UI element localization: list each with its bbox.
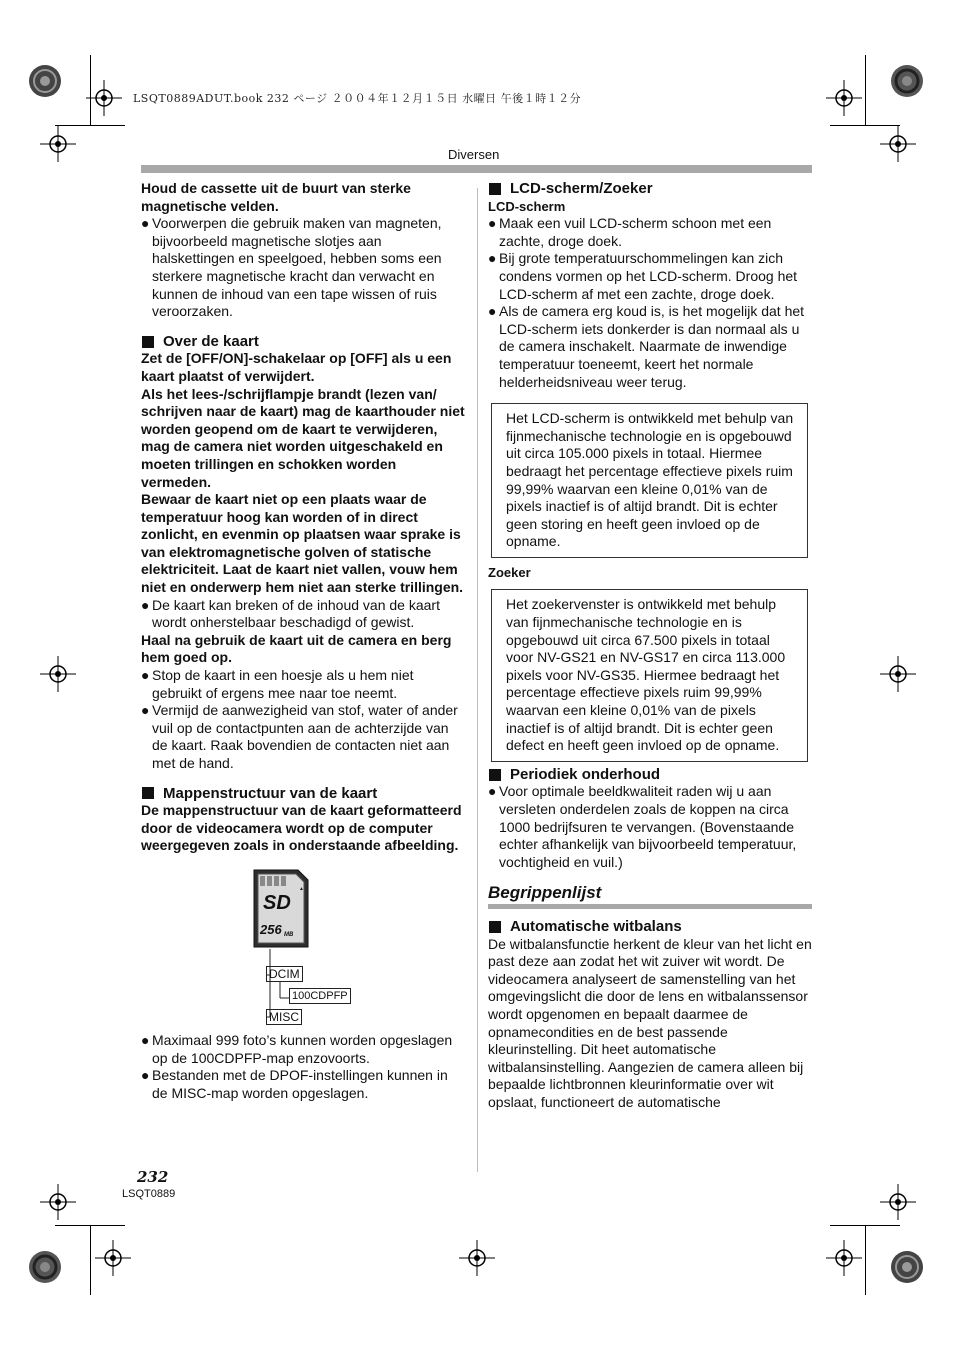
chapter-title: Begrippenlijst xyxy=(488,883,602,903)
square-bullet-icon xyxy=(489,769,501,781)
section-heading: Over de kaart xyxy=(141,333,466,351)
glossary-header xyxy=(488,884,812,909)
folder-bold-text: De mappenstructuur van de kaart geformatteerd door de videocamera wordt op de computer weergegeven zoals in onderstaande afbeelding. xyxy=(141,802,462,854)
right-column xyxy=(488,180,812,1112)
section-heading: Periodiek onderhoud xyxy=(488,766,812,784)
section-heading: Automatische witbalans xyxy=(488,918,812,936)
registration-mark-icon xyxy=(95,1240,131,1276)
sd-capacity: 256 xyxy=(260,921,282,937)
registration-mark-icon xyxy=(826,1240,862,1276)
registration-mark-icon xyxy=(880,126,916,162)
registration-mark-icon xyxy=(40,126,76,162)
registration-mark-icon xyxy=(40,656,76,692)
section-label: Diversen xyxy=(448,147,500,162)
color-target-icon xyxy=(28,64,62,98)
sd-capacity-unit: MB xyxy=(284,931,294,938)
folder-dcim: DCIM xyxy=(266,966,303,982)
list-item: ● Vermijd de aanwezigheid van stof, water of ander vuil op de contactpunten aan de achterzijde van de kaart. Raak bovendien de contacten niet aan met de hand. xyxy=(141,702,458,771)
list-item: ● Maak een vuil LCD-scherm schoon met een zachte, droge doek. xyxy=(488,215,772,249)
registration-mark-icon xyxy=(826,80,862,116)
color-target-icon xyxy=(890,64,924,98)
list-item: ● Als de camera erg koud is, is het mogelijk dat het LCD-scherm iets donkerder is dan normaal als u de camera inschakelt. Naarmate de inwendige temperatuur toeneemt, keert het normale helderheidsniveau weer terug. xyxy=(488,303,805,390)
note-box xyxy=(491,403,808,558)
section-heading: LCD-scherm/Zoeker xyxy=(488,180,812,198)
folder-misc: MISC xyxy=(266,1009,302,1025)
square-bullet-icon xyxy=(142,336,154,348)
model-code: LSQT0889 xyxy=(122,1188,176,1200)
folder-tree-lines xyxy=(141,867,466,1032)
list-item: ● Maximaal 999 foto’s kunnen worden opgeslagen op de 100CDPFP-map enzovoorts. xyxy=(141,1031,453,1066)
list-item: ● Bij grote temperatuurschommelingen kan zich condens vormen op het LCD-scherm. Droog het LCD-scherm af met een zachte, droge doek. xyxy=(488,250,798,302)
registration-mark-icon xyxy=(459,1240,495,1276)
file-header: LSQT0889ADUT.book 232 ページ ２００４年１２月１５日 水曜日 午後１時１２分 xyxy=(133,92,582,105)
registration-mark-icon xyxy=(86,80,122,116)
registration-mark-icon xyxy=(880,656,916,692)
color-target-icon xyxy=(890,1250,924,1284)
square-bullet-icon xyxy=(489,183,501,195)
square-bullet-icon xyxy=(142,787,154,799)
left-column xyxy=(141,180,466,1102)
card-bold-text: Haal na gebruik de kaart uit de camera en berg hem goed op. xyxy=(141,631,452,666)
column-divider xyxy=(477,188,478,1172)
list-item: ● Stop de kaart in een hoesje als u hem niet gebruikt of ergens mee naar toe neemt. xyxy=(141,667,414,701)
list-item: ● Voorwerpen die gebruik maken van magneten, bijvoorbeeld magnetische slotjes aan halskettingen en speelgoed, hebben soms een sterkere magnetische kracht dan verwacht en kunnen de inhoud van een tape wissen of ruis veroorzaken. xyxy=(141,215,442,320)
subheading: LCD-scherm xyxy=(488,198,566,214)
color-target-icon xyxy=(28,1250,62,1284)
list-item: ● De kaart kan breken of de inhoud van de kaart wordt onherstelbaar beschadigd of gewist. xyxy=(141,596,440,631)
sd-logo: SD xyxy=(263,891,291,914)
card-bold-text: Zet de [OFF/ON]-schakelaar op [OFF] als u een kaart plaatst of verwijdert. xyxy=(141,350,452,384)
note-text: Het LCD-scherm is ontwikkeld met behulp van fijnmechanische technologie en is opgebouwd uit circa 105.000 pixels in totaal. Hiermee bedraagt het percentage effectieve pixels ruim 99,99% waarvan een kleine 0,01% van de pixels inactief is of altijd brandt. Dit is echter geen storing en heeft geen invloed op de opname. xyxy=(506,410,794,550)
page-number: 232 xyxy=(137,1168,169,1186)
registration-mark-icon xyxy=(880,1184,916,1220)
folder-100cdpfp: 100CDPFP xyxy=(289,988,351,1004)
folder-diagram xyxy=(141,867,466,1032)
registration-mark-icon xyxy=(40,1184,76,1220)
list-item: ● Voor optimale beeldkwaliteit raden wij u aan versleten onderdelen zoals de koppen na circa 1000 bedrijfsuren te vervangen. (Bovenstaande echter afhankelijk van bijvoorbeeld temperatuur, vochtigheid en vuil.) xyxy=(488,783,797,870)
svg-text:▲: ▲ xyxy=(299,885,304,892)
list-item: ● Bestanden met de DPOF-instellingen kunnen in de MISC-map worden opgeslagen. xyxy=(141,1067,448,1101)
square-bullet-icon xyxy=(489,921,501,933)
section-heading: Mappenstructuur van de kaart xyxy=(141,785,466,803)
note-text: Het zoekervenster is ontwikkeld met behulp van fijnmechanische technologie en is opgebouwd uit circa 67.500 pixels in totaal voor NV-GS21 en NV-GS17 en circa 113.000 pixels voor NV-GS35. Hiermee bedraagt het percentage effectieve pixels ruim 99,99% waarvan een kleine 0,01% van de pixels inactief is of altijd brandt. Dit is echter geen defect en heeft geen invloed op de opname. xyxy=(506,596,786,754)
card-bold-text: Als het lees-/schrijflampje brandt (lezen van/ schrijven naar de kaart) mag de kaarthouder niet worden geopend om de kaart te verwijderen, mag de camera niet worden uitgeschakeld en moeten trillingen en schokken worden vermeden. xyxy=(141,385,465,490)
card-bold-text: Bewaar de kaart niet op een plaats waar de temperatuur hoog kan worden of in direct zonlicht, en evenmin op plaatsen waar sprake is van elektromagnetische golven of statische elektriciteit. Laat de kaart niet vallen, vouw hem niet en onderwerp hem niet aan sterke trillingen. xyxy=(141,491,464,596)
subheading: Zoeker xyxy=(488,564,531,580)
body-text: De witbalansfunctie herkent de kleur van het licht en past deze aan zodat het wit zuiver wit wordt. De videocamera analyseert de samenstelling van het omgevingslicht die door de lens en witbalanssensor wordt opgenomen en bepaalt daarmee de opnamecondities en de best passende kleurinstelling. Dit heet automatische witbalansinstelling. Aangezien de camera alleen bij bepaalde lichtbronnen kleurinformatie over wit opslaat, functioneert de automatische xyxy=(488,935,812,1110)
top-rule xyxy=(141,165,812,173)
intro-bold-text: Houd de cassette uit de buurt van sterke magnetische velden. xyxy=(141,180,411,214)
chapter-rule xyxy=(488,904,812,909)
note-box xyxy=(491,589,808,761)
